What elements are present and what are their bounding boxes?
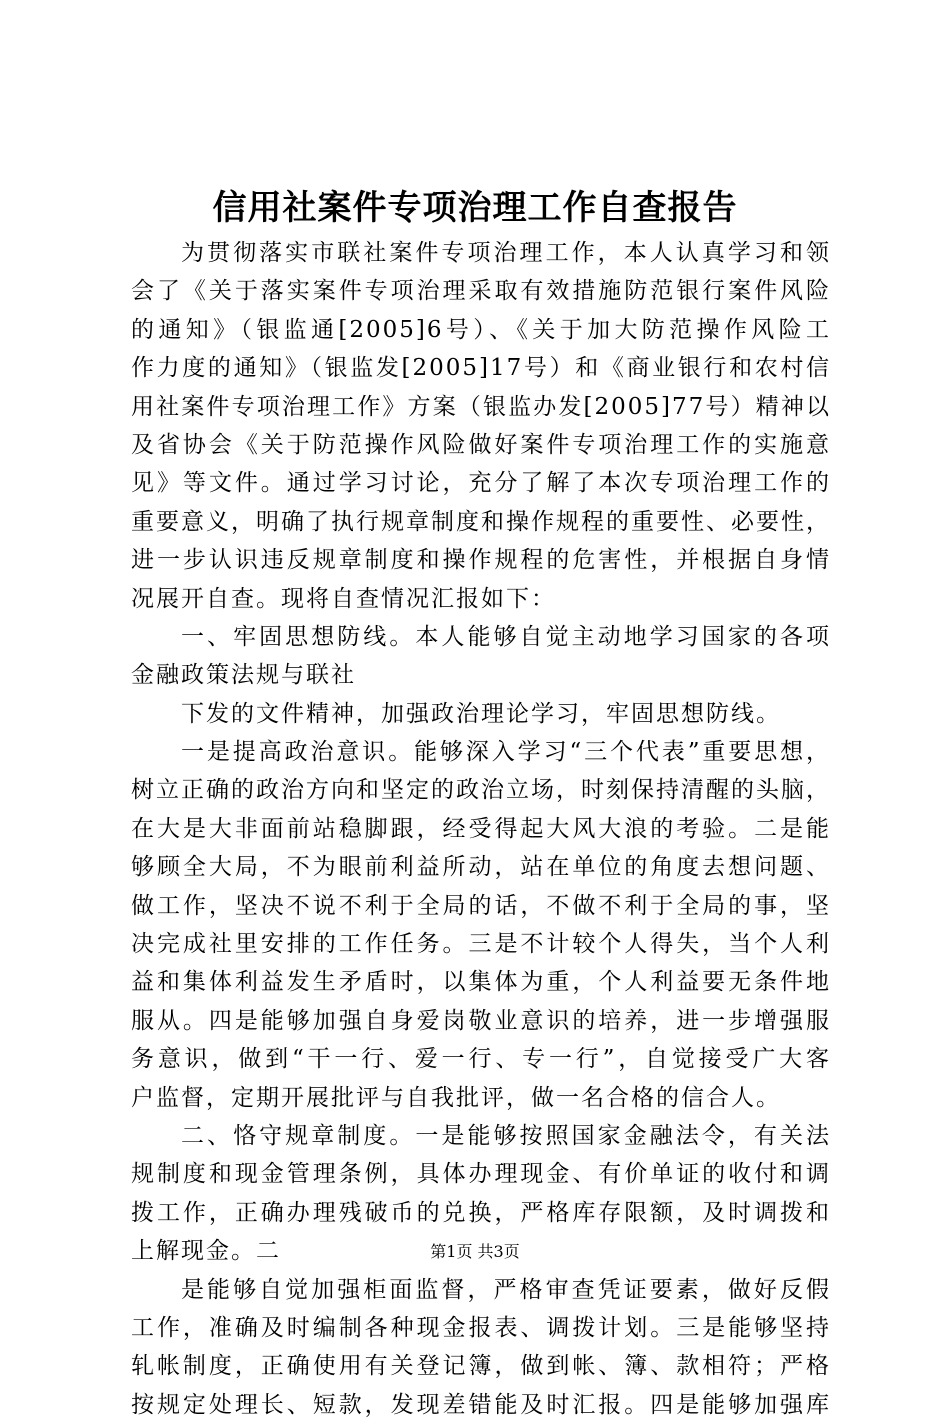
paragraph-line: 作力度的通知》（银监发[2005]17号）和《商业银行和农村信 — [131, 355, 831, 382]
paragraph-line: 在大是大非面前站稳脚跟，经受得起大风大浪的考验。二是能 — [131, 815, 831, 842]
paragraph-line: 况展开自查。现将自查情况汇报如下： — [131, 585, 556, 612]
document-title: 信用社案件专项治理工作自查报告 — [212, 188, 738, 228]
paragraph-line: 拨工作，正确办理残破币的兑换，严格库存限额，及时调拨和 — [131, 1199, 831, 1226]
paragraph-line: 够顾全大局，不为眼前利益所动，站在单位的角度去想问题、 — [131, 854, 831, 881]
paragraph-line: 用社案件专项治理工作》方案（银监办发[2005]77号）精神以 — [131, 393, 831, 420]
paragraph-line: 按规定处理长、短款，发现差错能及时汇报。四是能够加强库 — [131, 1391, 831, 1418]
paragraph-line: 做工作，坚决不说不利于全局的话，不做不利于全局的事，坚 — [131, 892, 831, 919]
paragraph-line: 下发的文件精神，加强政治理论学习，牢固思想防线。 — [181, 700, 781, 727]
paragraph-line: 上解现金。二 — [131, 1238, 281, 1265]
paragraph-line: 树立正确的政治方向和坚定的政治立场，时刻保持清醒的头脑， — [131, 777, 831, 804]
page-footer: 第1页 共3页 — [430, 1242, 520, 1261]
paragraph-line: 金融政策法规与联社 — [131, 662, 356, 689]
paragraph-line: 的通知》（银监通[2005]6号）、《关于加大防范操作风险工 — [131, 316, 831, 343]
paragraph-line: 决完成社里安排的工作任务。三是不计较个人得失，当个人利 — [131, 931, 831, 958]
paragraph-line: 是能够自觉加强柜面监督，严格审查凭证要素，做好反假 — [181, 1276, 831, 1303]
paragraph-line: 进一步认识违反规章制度和操作规程的危害性，并根据自身情 — [131, 547, 831, 574]
paragraph-line: 务意识，做到“干一行、爱一行、专一行”，自觉接受广大客 — [131, 1046, 831, 1073]
paragraph-line: 益和集体利益发生矛盾时，以集体为重，个人利益要无条件地 — [131, 969, 831, 996]
paragraph-line: 服从。四是能够加强自身爱岗敬业意识的培养，进一步增强服 — [131, 1007, 831, 1034]
paragraph-line: 轧帐制度，正确使用有关登记簿，做到帐、簿、款相符；严格 — [131, 1353, 831, 1380]
paragraph-line: 及省协会《关于防范操作风险做好案件专项治理工作的实施意 — [131, 431, 831, 458]
paragraph-line: 工作，准确及时编制各种现金报表、调拨计划。三是能够坚持 — [131, 1314, 831, 1341]
paragraph-line: 一是提高政治意识。能够深入学习“三个代表”重要思想， — [181, 739, 831, 766]
paragraph-line: 重要意义，明确了执行规章制度和操作规程的重要性、必要性， — [131, 508, 831, 535]
paragraph-line: 会了《关于落实案件专项治理采取有效措施防范银行案件风险 — [131, 278, 831, 305]
paragraph-line: 见》等文件。通过学习讨论，充分了解了本次专项治理工作的 — [131, 470, 831, 497]
paragraph-line: 一、牢固思想防线。本人能够自觉主动地学习国家的各项 — [181, 623, 831, 650]
paragraph-line: 为贯彻落实市联社案件专项治理工作，本人认真学习和领 — [181, 240, 831, 266]
paragraph-line: 二、恪守规章制度。一是能够按照国家金融法令，有关法 — [181, 1122, 831, 1149]
paragraph-line: 户监督，定期开展批评与自我批评，做一名合格的信合人。 — [131, 1084, 781, 1111]
paragraph-line: 规制度和现金管理条例，具体办理现金、有价单证的收付和调 — [131, 1161, 831, 1188]
